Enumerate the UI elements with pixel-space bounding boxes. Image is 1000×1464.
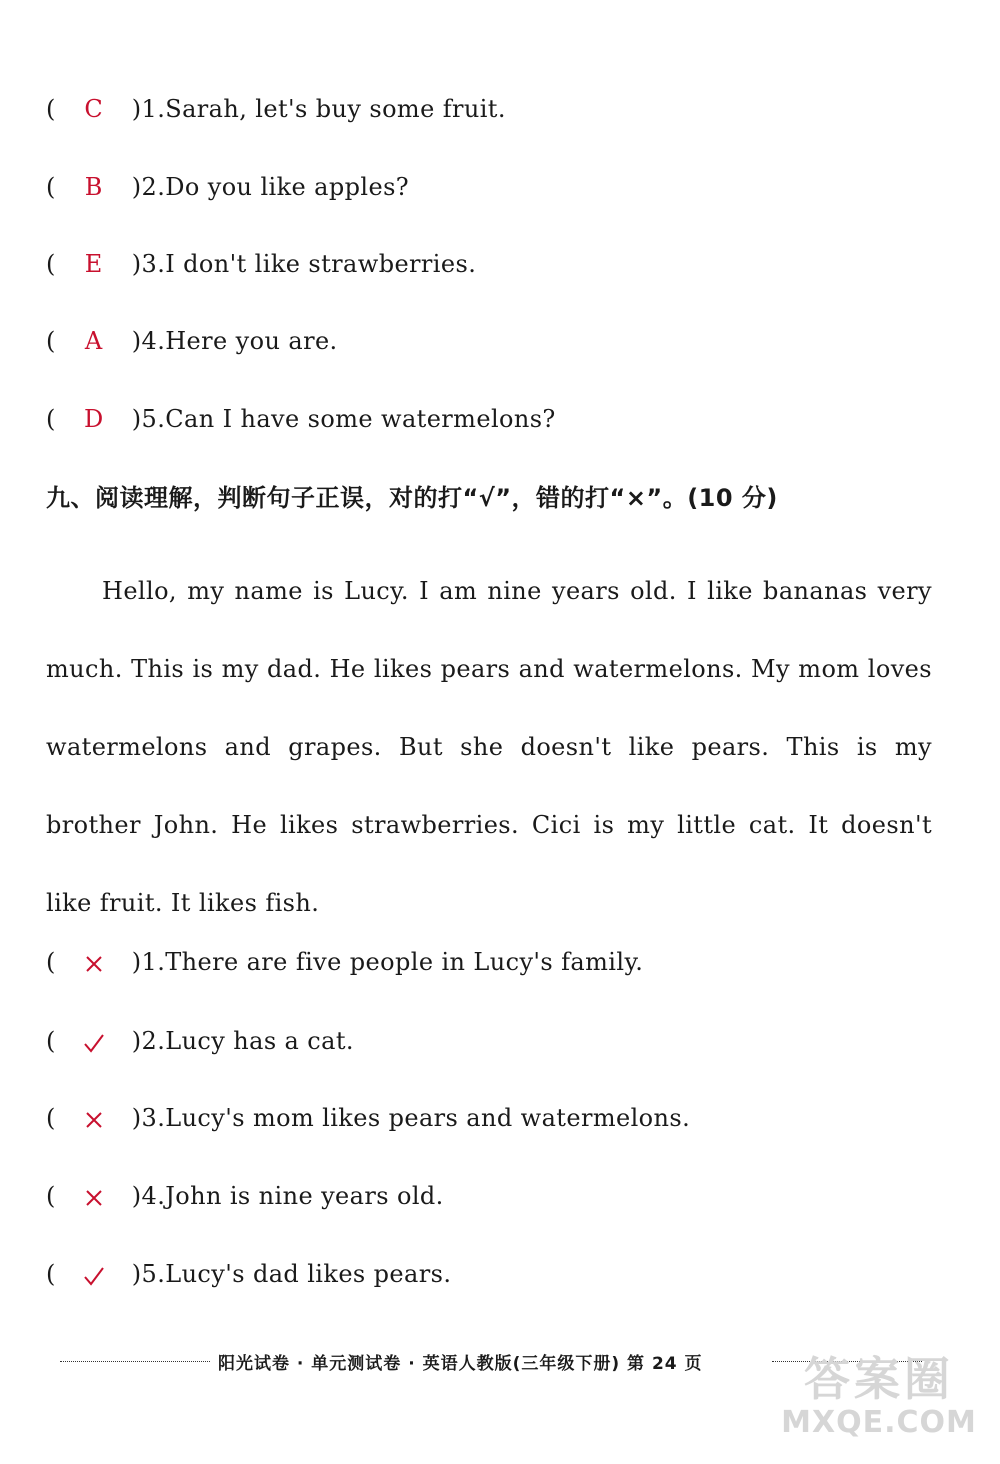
item-text: )4.John is nine years old. (131, 1182, 444, 1210)
match-item-1 (46, 94, 506, 124)
item-text: )4.Here you are. (131, 327, 338, 355)
answer-letter: A (84, 327, 103, 355)
judge-item-1 (46, 947, 643, 977)
site-watermark (774, 1352, 984, 1448)
match-item-4 (46, 326, 338, 356)
footer-divider-left (60, 1361, 210, 1362)
item-text: )2.Lucy has a cat. (131, 1027, 354, 1055)
open-paren: ( (46, 327, 56, 355)
open-paren: ( (46, 250, 56, 278)
item-text: )5.Lucy's dad likes pears. (131, 1260, 452, 1288)
answer-letter: B (84, 173, 103, 201)
cross-mark-icon (56, 1103, 132, 1133)
item-text: )3.I don't like strawberries. (131, 250, 477, 278)
open-paren: ( (46, 95, 56, 123)
reading-passage: Hello, my name is Lucy. I am nine years old. I like bananas very much. This is my dad. He likes pears and watermelons. My mom loves watermelons and grapes. But she doesn't like pears. This is my brother John. He likes strawberries. Cici is my little cat. It doesn't like fruit. It likes fish. (46, 577, 932, 917)
match-item-3 (46, 249, 476, 279)
check-mark-icon (56, 1026, 132, 1056)
judge-item-5 (46, 1259, 451, 1289)
open-paren: ( (46, 1182, 56, 1210)
open-paren: ( (46, 1027, 56, 1055)
open-paren: ( (46, 948, 56, 976)
cross-mark-icon (56, 1181, 132, 1211)
item-text: )1.There are five people in Lucy's family. (131, 948, 644, 976)
watermark-url: MXQE.COM (781, 1405, 977, 1440)
cross-mark-icon (56, 947, 132, 977)
match-item-5 (46, 404, 556, 434)
open-paren: ( (46, 1104, 56, 1132)
check-mark-icon (56, 1259, 132, 1289)
item-text: )5.Can I have some watermelons? (131, 405, 556, 433)
answer-letter: D (83, 405, 104, 433)
item-text: )1.Sarah, let's buy some fruit. (131, 95, 506, 123)
section-heading: 九、阅读理解，判断句子正误，对的打“√”，错的打“×”。(10 分) (46, 484, 778, 512)
open-paren: ( (46, 1260, 56, 1288)
watermark-title: 答案圈 (804, 1352, 954, 1406)
answer-letter: C (84, 95, 104, 123)
item-text: )2.Do you like apples? (131, 173, 410, 201)
match-item-2 (46, 172, 409, 202)
item-text: )3.Lucy's mom likes pears and watermelons. (131, 1104, 691, 1132)
judge-item-4 (46, 1181, 444, 1211)
open-paren: ( (46, 405, 56, 433)
open-paren: ( (46, 173, 56, 201)
answer-letter: E (84, 250, 103, 278)
judge-item-2 (46, 1026, 354, 1056)
page-footer: 阳光试卷 · 单元测试卷 · 英语人教版(三年级下册) 第 24 页 (218, 1354, 703, 1374)
judge-item-3 (46, 1103, 690, 1133)
